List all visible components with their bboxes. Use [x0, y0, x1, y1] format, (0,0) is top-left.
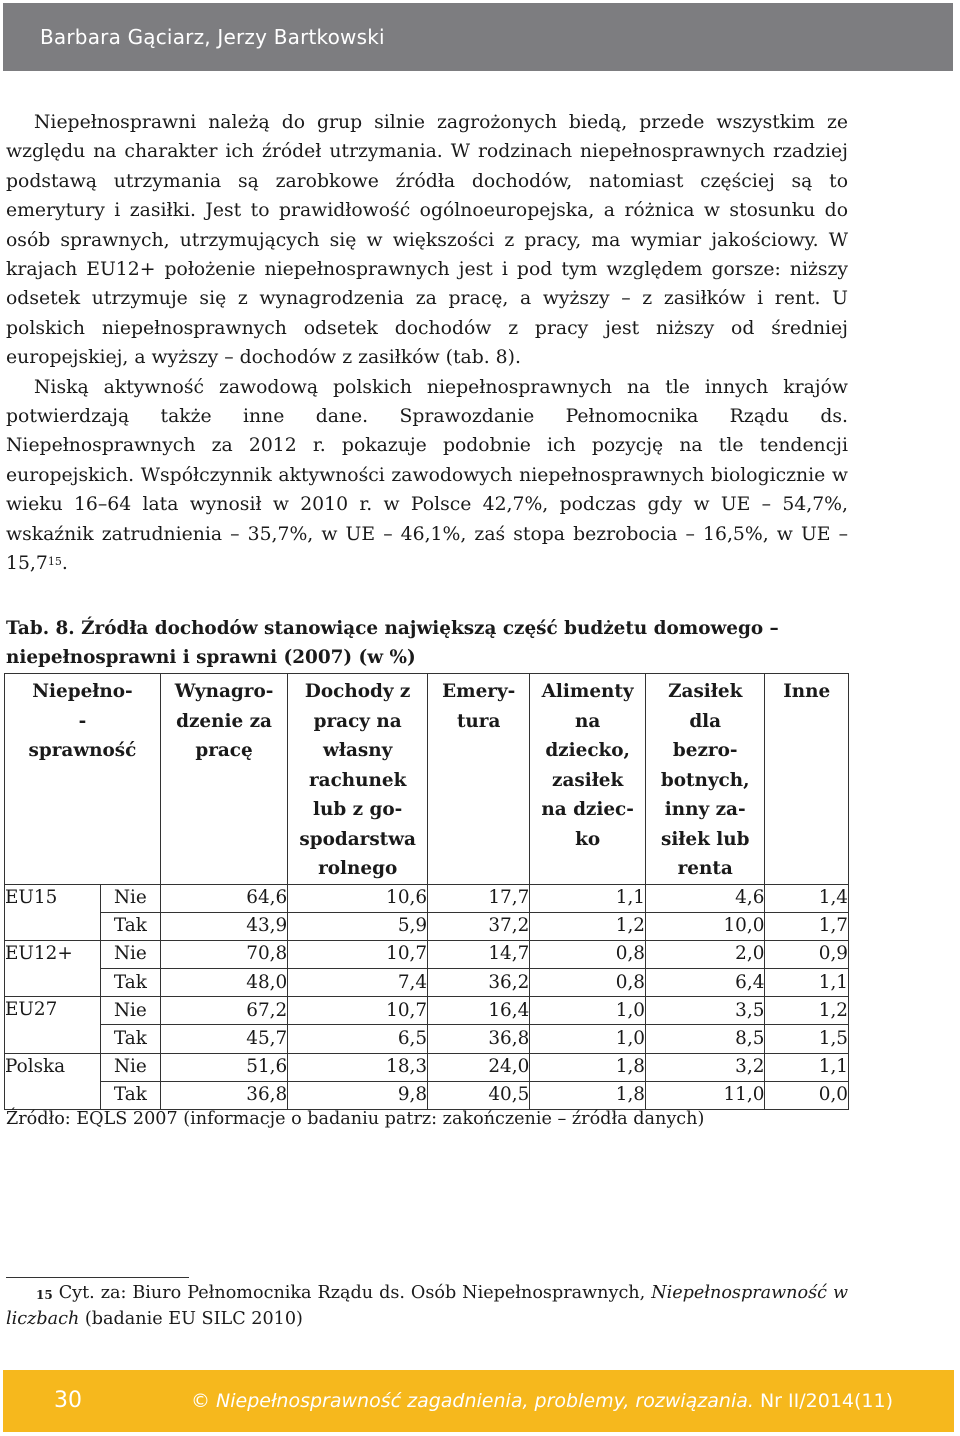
- value-cell: 3,5: [646, 997, 765, 1025]
- value-cell: 70,8: [160, 940, 287, 968]
- value-cell: 2,0: [646, 940, 765, 968]
- value-cell: 0,0: [765, 1081, 849, 1109]
- value-cell: 1,0: [530, 997, 646, 1025]
- value-cell: 10,6: [288, 884, 428, 912]
- data-table: [4, 673, 849, 1110]
- value-cell: 1,8: [530, 1081, 646, 1109]
- group-cell: Nie: [100, 884, 160, 912]
- value-cell: 1,1: [765, 1053, 849, 1081]
- table-row: [5, 884, 849, 912]
- group-cell: Nie: [100, 1053, 160, 1081]
- value-cell: 24,0: [428, 1053, 530, 1081]
- value-cell: 8,5: [646, 1025, 765, 1053]
- table-caption: Tab. 8. Źródła dochodów stanowiące największą część budżetu domowego – niepełnosprawni i sprawni (2007) (w %): [6, 618, 779, 668]
- value-cell: 0,9: [765, 940, 849, 968]
- group-cell: Nie: [100, 940, 160, 968]
- value-cell: 17,7: [428, 884, 530, 912]
- region-cell: EU12+: [5, 940, 101, 996]
- group-cell: Tak: [100, 1081, 160, 1109]
- body-text: [6, 108, 848, 579]
- page-number: 30: [54, 1388, 82, 1413]
- value-cell: 6,5: [288, 1025, 428, 1053]
- value-cell: 67,2: [160, 997, 287, 1025]
- value-cell: 9,8: [288, 1081, 428, 1109]
- copyright-icon: ©: [191, 1390, 210, 1412]
- footer-journal: [191, 1390, 893, 1412]
- region-cell: Polska: [5, 1053, 101, 1109]
- group-cell: Tak: [100, 969, 160, 997]
- header-authors: Barbara Gąciarz, Jerzy Bartkowski: [40, 25, 385, 49]
- table-row: [5, 940, 849, 968]
- footnote-ref[interactable]: 15: [47, 555, 62, 569]
- group-cell: Nie: [100, 997, 160, 1025]
- region-cell: EU15: [5, 884, 101, 940]
- footnote-title: Niepełnosprawność w liczbach: [6, 1283, 848, 1329]
- header-alimony: Alimenty na dziecko, zasiłek na dziec- ko: [530, 674, 646, 885]
- group-cell: Tak: [100, 1025, 160, 1053]
- value-cell: 1,4: [765, 884, 849, 912]
- value-cell: 36,2: [428, 969, 530, 997]
- region-cell: EU27: [5, 997, 101, 1053]
- journal-issue: Nr II/2014(11): [759, 1390, 893, 1412]
- value-cell: 0,8: [530, 969, 646, 997]
- table-row: [5, 1053, 849, 1081]
- value-cell: 1,7: [765, 912, 849, 940]
- table-source: Źródło: EQLS 2007 (informacje o badaniu patrz: zakończenie – źródła danych): [6, 1109, 705, 1129]
- value-cell: 1,0: [530, 1025, 646, 1053]
- value-cell: 1,5: [765, 1025, 849, 1053]
- value-cell: 37,2: [428, 912, 530, 940]
- group-cell: Tak: [100, 912, 160, 940]
- header-self-employment: Dochody z pracy na własny rachunek lub z go- spodarstwa rolnego: [288, 674, 428, 885]
- value-cell: 36,8: [428, 1025, 530, 1053]
- value-cell: 43,9: [160, 912, 287, 940]
- footnote-divider: [6, 1277, 189, 1278]
- value-cell: 64,6: [160, 884, 287, 912]
- value-cell: 45,7: [160, 1025, 287, 1053]
- page-header-bar: [3, 3, 953, 71]
- header-other: Inne: [765, 674, 849, 885]
- table-header-row: [5, 674, 849, 885]
- table-row: [5, 1025, 849, 1053]
- footnote: [6, 1280, 848, 1332]
- value-cell: 48,0: [160, 969, 287, 997]
- journal-title: Niepełnosprawność zagadnienia, problemy, rozwiązania.: [216, 1390, 754, 1412]
- header-wages: Wynagro- dzenie za pracę: [160, 674, 287, 885]
- value-cell: 11,0: [646, 1081, 765, 1109]
- value-cell: 40,5: [428, 1081, 530, 1109]
- footnote-text: Cyt. za: Biuro Pełnomocnika Rządu ds. Osób Niepełnosprawnych,: [58, 1283, 652, 1303]
- table-row: [5, 969, 849, 997]
- value-cell: 10,0: [646, 912, 765, 940]
- value-cell: 0,8: [530, 940, 646, 968]
- value-cell: 1,1: [765, 969, 849, 997]
- value-cell: 6,4: [646, 969, 765, 997]
- header-disability: Niepełno- -sprawność: [5, 674, 161, 885]
- paragraph-2: [6, 373, 848, 579]
- paragraph-2-end: .: [61, 553, 68, 575]
- page-footer-bar: [3, 1370, 954, 1432]
- value-cell: 7,4: [288, 969, 428, 997]
- table-row: [5, 912, 849, 940]
- value-cell: 5,9: [288, 912, 428, 940]
- footnote-text-end: (badanie EU SILC 2010): [79, 1309, 303, 1329]
- value-cell: 10,7: [288, 997, 428, 1025]
- header-benefits: Zasiłek dla bezro- botnych, inny za- siłek lub renta: [646, 674, 765, 885]
- value-cell: 18,3: [288, 1053, 428, 1081]
- value-cell: 1,2: [530, 912, 646, 940]
- value-cell: 4,6: [646, 884, 765, 912]
- value-cell: 1,1: [530, 884, 646, 912]
- paragraph-2-text: Niską aktywność zawodową polskich niepełnosprawnych na tle innych krajów potwierdzają także inne dane. Sprawozdanie Pełnomocnika Rządu ds. Niepełnosprawnych za 2012 r. pokazuje podobnie ich pozycję na tle tendencji europejskich. Współczynnik aktywności zawodowych niepełnosprawnych biologicznie w wieku 16–64 lata wynosił w 2010 r. w Polsce 42,7%, podczas gdy w UE – 54,7%, wskaźnik zatrudnienia – 35,7%, w UE – 46,1%, zaś stopa bezrobocia – 16,5%, w UE – 15,7: [6, 376, 848, 575]
- value-cell: 16,4: [428, 997, 530, 1025]
- value-cell: 1,2: [765, 997, 849, 1025]
- value-cell: 10,7: [288, 940, 428, 968]
- value-cell: 14,7: [428, 940, 530, 968]
- footnote-number: 15: [36, 1288, 53, 1302]
- value-cell: 36,8: [160, 1081, 287, 1109]
- header-pension: Emery- tura: [428, 674, 530, 885]
- value-cell: 1,8: [530, 1053, 646, 1081]
- table-row: [5, 997, 849, 1025]
- value-cell: 51,6: [160, 1053, 287, 1081]
- value-cell: 3,2: [646, 1053, 765, 1081]
- paragraph-1: Niepełnosprawni należą do grup silnie zagrożonych biedą, przede wszystkim ze względu na charakter ich źródeł utrzymania. W rodzinach niepełnosprawnych rzadziej podstawą utrzymania są zarobkowe źródła dochodów, natomiast częściej są to emerytury i zasiłki. Jest to prawidłowość ogólnoeuropejska, a różnica w stosunku do osób sprawnych, utrzymujących się w większości z pracy, ma wymiar jakościowy. W krajach EU12+ położenie niepełnosprawnych jest i pod tym względem gorsze: niższy odsetek utrzymuje się z wynagrodzenia za pracę, a wyższy – z zasiłków i rent. U polskich niepełnosprawnych odsetek dochodów z pracy jest niższy od średniej europejskiej, a wyższy – dochodów z zasiłków (tab. 8).: [6, 112, 848, 369]
